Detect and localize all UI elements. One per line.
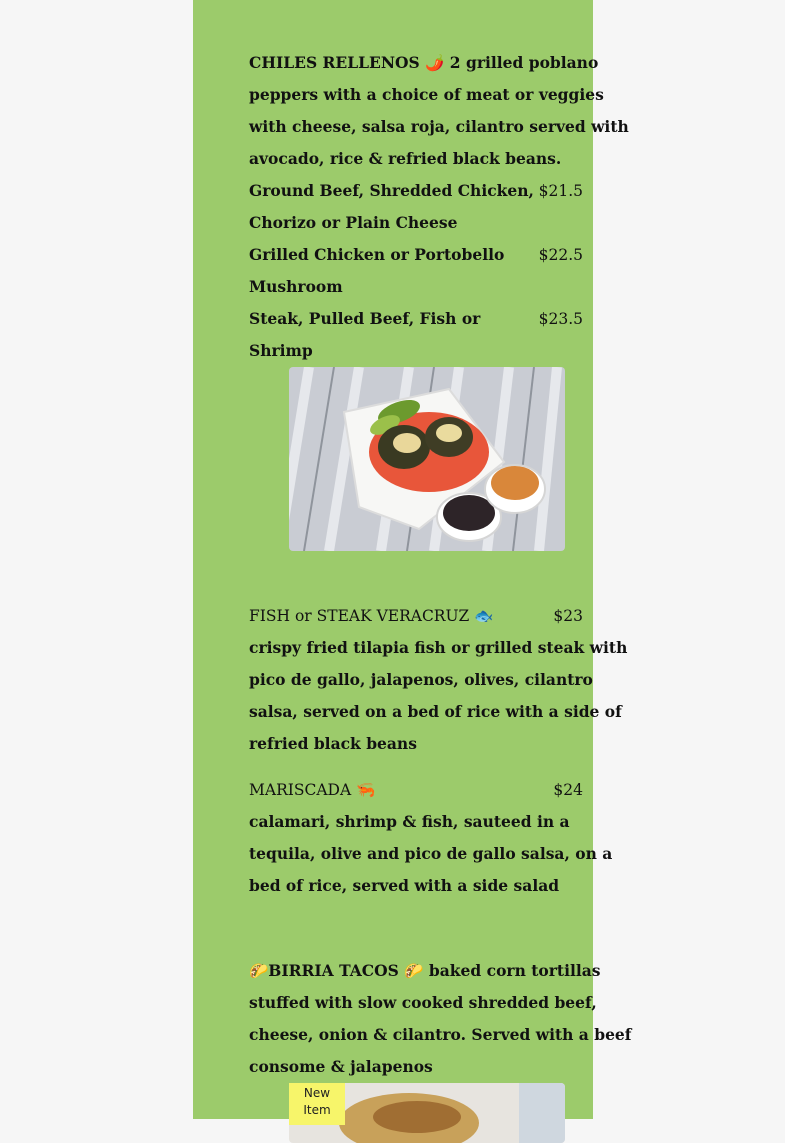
mariscada-title: MARISCADA 🦐 bbox=[249, 781, 376, 799]
chiles-desc-line-1: CHILES RELLENOS 🌶️ 2 grilled poblano bbox=[249, 53, 599, 72]
veracruz-price: $23 bbox=[553, 607, 583, 625]
birria-desc-line-3: cheese, onion & cilantro. Served with a beef bbox=[249, 1025, 632, 1044]
chiles-desc-line-4: avocado, rice & refried black beans. bbox=[249, 149, 562, 168]
chiles-option-1-name-line-1: Ground Beef, Shredded Chicken, bbox=[249, 181, 534, 200]
chiles-option-1-price: $21.5 bbox=[538, 182, 583, 200]
chiles-option-3-price: $23.5 bbox=[538, 310, 583, 328]
birria-desc-line-4: consome & jalapenos bbox=[249, 1057, 433, 1076]
chiles-option-2-name-line-1: Grilled Chicken or Portobello bbox=[249, 245, 505, 264]
mariscada-desc-line-3: bed of rice, served with a side salad bbox=[249, 876, 560, 895]
chiles-desc-line-3: with cheese, salsa roja, cilantro served with bbox=[249, 117, 629, 136]
chiles-plate-illustration bbox=[289, 367, 565, 551]
mariscada-price: $24 bbox=[553, 781, 583, 799]
veracruz-desc-line-2: pico de gallo, jalapenos, olives, cilantro bbox=[249, 670, 593, 689]
menu-panel bbox=[193, 0, 632, 1119]
chiles-rellenos-photo bbox=[289, 367, 565, 551]
chiles-option-3-name-line-1: Steak, Pulled Beef, Fish or bbox=[249, 309, 481, 328]
veracruz-desc-line-3: salsa, served on a bed of rice with a side of bbox=[249, 702, 622, 721]
mariscada-desc-line-1: calamari, shrimp & fish, sauteed in a bbox=[249, 812, 570, 831]
birria-desc-line-2: stuffed with slow cooked shredded beef, bbox=[249, 993, 597, 1012]
chiles-desc-line-2: peppers with a choice of meat or veggies bbox=[249, 85, 604, 104]
birria-desc-line-1: 🌮BIRRIA TACOS 🌮 baked corn tortillas bbox=[249, 961, 601, 980]
veracruz-desc-line-1: crispy fried tilapia fish or grilled steak with bbox=[249, 638, 628, 657]
chiles-option-3-name-line-2: Shrimp bbox=[249, 341, 313, 360]
mariscada-desc-line-2: tequila, olive and pico de gallo salsa, on a bbox=[249, 844, 613, 863]
new-item-badge-line-1: New bbox=[303, 1086, 331, 1100]
new-item-badge-line-2: Item bbox=[303, 1103, 331, 1117]
chiles-option-2-price: $22.5 bbox=[538, 246, 583, 264]
veracruz-title: FISH or STEAK VERACRUZ 🐟 bbox=[249, 607, 494, 625]
chiles-option-1-name-line-2: Chorizo or Plain Cheese bbox=[249, 213, 458, 232]
veracruz-desc-line-4: refried black beans bbox=[249, 734, 417, 753]
chiles-option-2-name-line-2: Mushroom bbox=[249, 277, 343, 296]
